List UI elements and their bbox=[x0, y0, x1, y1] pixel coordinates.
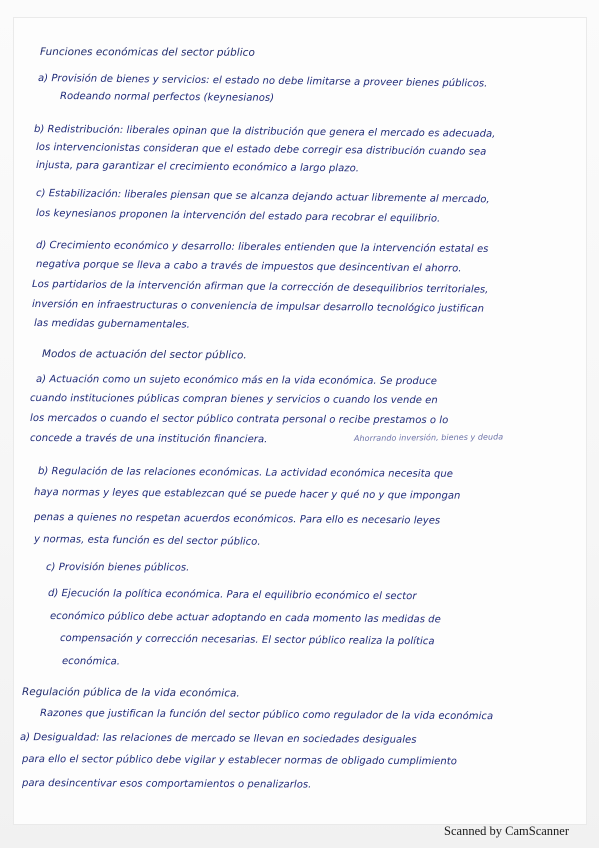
item-redistribucion: b) Redistribución: liberales opinan que la distribución que genera el mercado es adecuada, bbox=[33, 124, 496, 140]
text-line: injusta, para garantizar el crecimiento económico a largo plazo. bbox=[35, 160, 360, 175]
heading-funciones: Funciones económicas del sector público bbox=[39, 46, 255, 59]
text-line: y normas, esta función es del sector público. bbox=[33, 534, 261, 548]
item-provision-bienes: a) Provisión de bienes y servicios: el estado no debe limitarse a proveer bienes públicos. bbox=[37, 73, 488, 90]
notebook-sheet bbox=[14, 18, 586, 824]
note-keynesianos: Rodeando normal perfectos (keynesianos) bbox=[59, 91, 275, 104]
text-line: penas a quienes no respetan acuerdos económicos. Para ello es necesario leyes bbox=[33, 512, 441, 527]
text-line: inversión en infraestructuras o conveniencia de impulsar desarrollo tecnológico justifican bbox=[31, 299, 485, 315]
text-line: concede a través de una institución financiera. bbox=[29, 433, 268, 446]
item-regulacion: b) Regulación de las relaciones económicas. La actividad económica necesita que bbox=[37, 466, 454, 480]
text-line: económica. bbox=[61, 656, 121, 668]
text-line: económico público debe actuar adoptando en cada momento las medidas de bbox=[49, 611, 441, 626]
item-crecimiento: d) Crecimiento económico y desarrollo: liberales entienden que la intervención estatal es bbox=[35, 240, 489, 255]
text-line: para ello el sector público debe vigilar y establecer normas de obligado cumplimiento bbox=[21, 754, 457, 768]
margin-note: Ahorrando inversión, bienes y deuda bbox=[353, 432, 504, 443]
heading-modos-actuacion: Modos de actuación del sector público. bbox=[41, 348, 247, 362]
text-line: los intervencionistas consideran que el estado debe corregir esa distribución cuando sea bbox=[35, 142, 487, 158]
text-line: compensación y corrección necesarias. El sector público realiza la política bbox=[59, 633, 435, 648]
text-line: Los partidarios de la intervención afirman que la corrección de desequilibrios territoriales, bbox=[31, 279, 489, 296]
item-provision-bienes-publicos: c) Provisión bienes públicos. bbox=[45, 562, 190, 574]
heading-regulacion-publica: Regulación pública de la vida económica. bbox=[21, 686, 240, 700]
text-line: las medidas gubernamentales. bbox=[33, 318, 191, 331]
item-desigualdad: a) Desigualdad: las relaciones de mercado se llevan en sociedades desiguales bbox=[19, 732, 417, 746]
text-line: cuando instituciones públicas compran bienes y servicios o cuando los vende en bbox=[29, 393, 438, 407]
scanner-watermark: Scanned by CamScanner bbox=[444, 824, 569, 838]
item-estabilizacion: c) Estabilización: liberales piensan que se alcanza dejando actuar libremente al mercado, bbox=[35, 188, 490, 206]
text-line: negativa porque se lleva a cabo a través de impuestos que desincentivan el ahorro. bbox=[35, 259, 462, 275]
text-line: para desincentivar esos comportamientos o penalizarlos. bbox=[21, 778, 312, 791]
text-line: los mercados o cuando el sector público contrata personal o recibe prestamos o lo bbox=[29, 413, 449, 427]
item-actuacion: a) Actuación como un sujeto económico más en la vida económica. Se produce bbox=[35, 374, 438, 388]
item-ejecucion-politica: d) Ejecución la política económica. Para el equilibrio económico el sector bbox=[47, 588, 417, 603]
text-line: Razones que justifican la función del sector público como regulador de la vida económica bbox=[39, 708, 494, 723]
text-line: los keynesianos proponen la intervención del estado para recobrar el equilibrio. bbox=[35, 208, 441, 225]
text-line: haya normas y leyes que establezcan qué se puede hacer y qué no y que impongan bbox=[33, 487, 461, 502]
